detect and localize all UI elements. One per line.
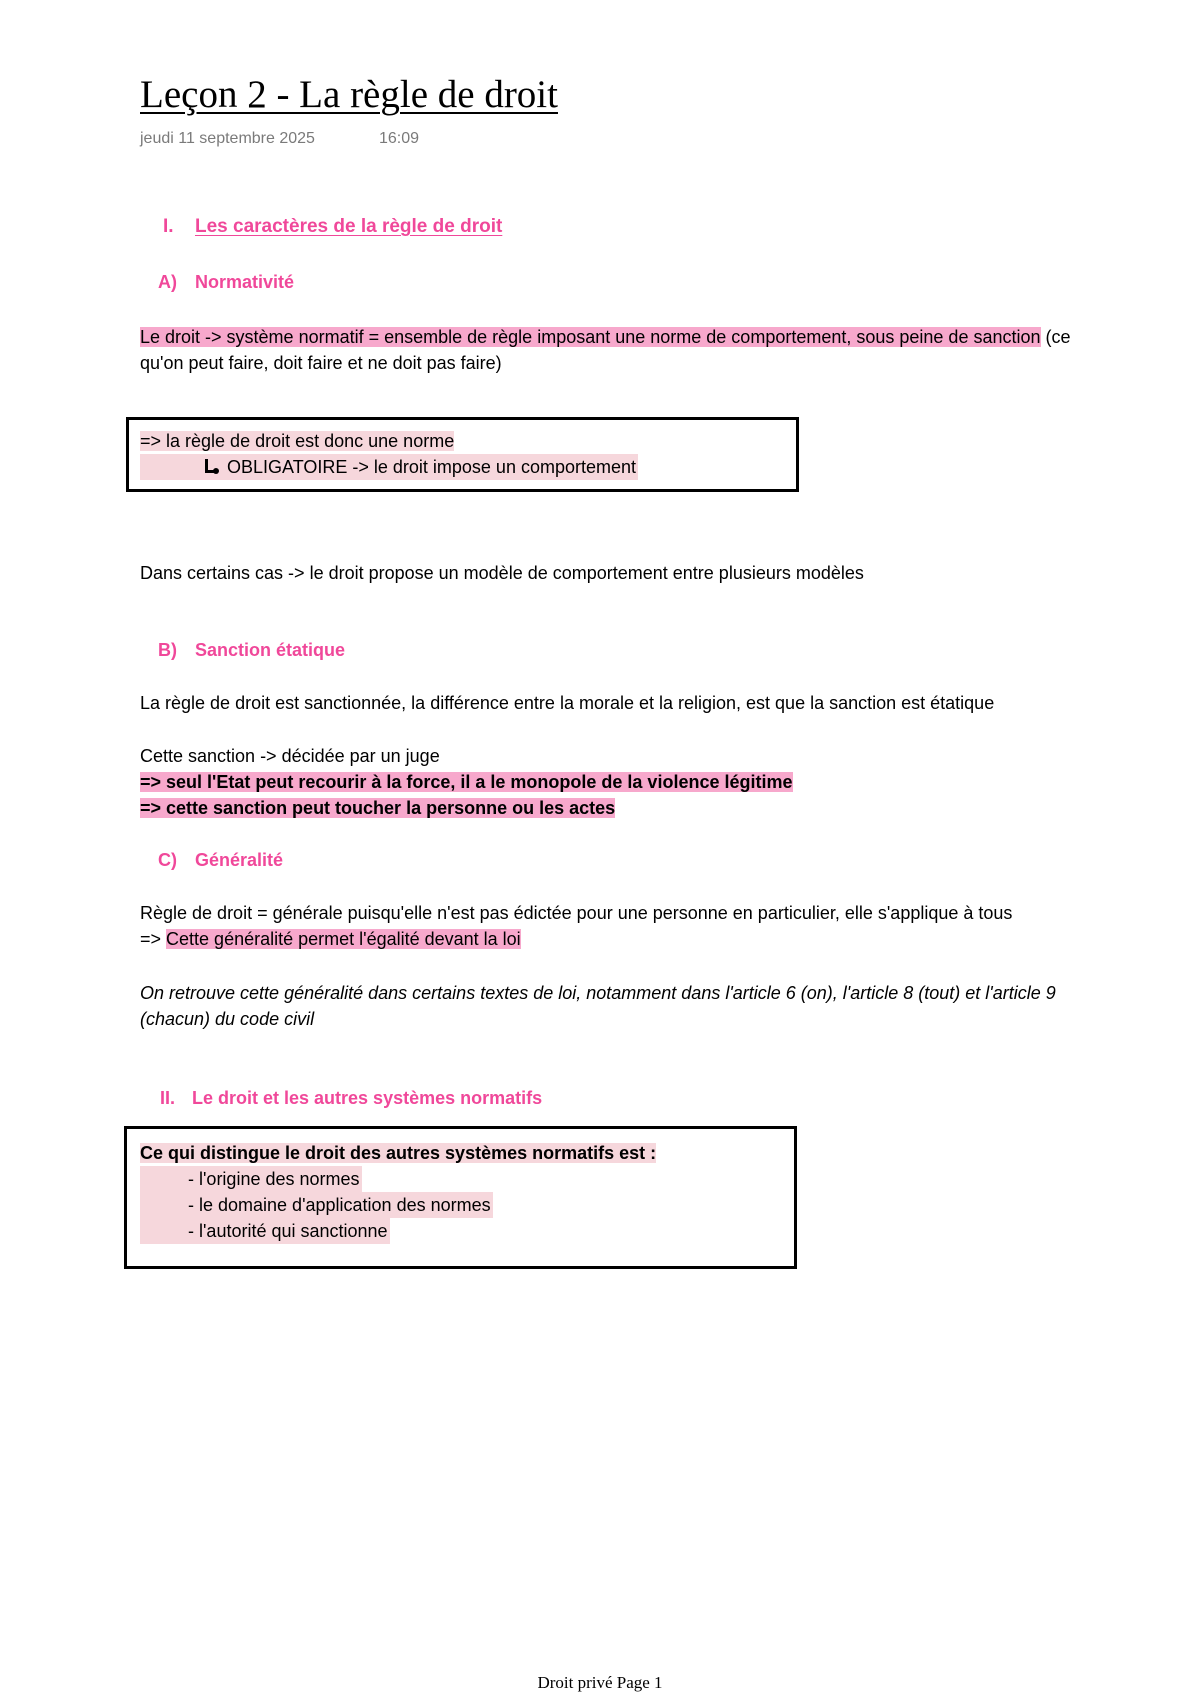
section-1-number: I. <box>163 216 174 237</box>
paragraph-b-line-3: => seul l'Etat peut recourir à la force, il a le monopole de la violence légitime <box>140 772 793 792</box>
subsection-a-number: A) <box>158 272 177 292</box>
box-distinguish <box>124 1126 797 1269</box>
paragraph-b-line-2: Cette sanction -> décidée par un juge <box>140 746 440 766</box>
paragraph-c-line-2: => Cette généralité permet l'égalité devant la loi <box>140 929 521 949</box>
page-title: Leçon 2 - La règle de droit <box>140 73 558 116</box>
section-1-title: Les caractères de la règle de droit <box>195 216 503 237</box>
paragraph-a-line-1 <box>140 324 1071 350</box>
section-1-heading <box>163 216 502 238</box>
highlight-equality: Cette généralité permet l'égalité devant la loi <box>166 929 521 949</box>
return-arrow-icon <box>203 459 217 475</box>
paragraph-b-line-4: => cette sanction peut toucher la personne ou les actes <box>140 798 616 818</box>
box-distinguish-intro: Ce qui distingue le droit des autres systèmes normatifs est : <box>140 1143 657 1163</box>
section-2-title: Le droit et les autres systèmes normatifs <box>192 1088 543 1108</box>
subsection-a-title: Normativité <box>195 272 295 292</box>
highlight-normative: Le droit -> système normatif = ensemble de règle imposant une norme de comportement, sous peine de sanction <box>140 327 1041 347</box>
subsection-c-number: C) <box>158 850 177 870</box>
section-2-number: II. <box>160 1088 176 1108</box>
paragraph-b-line-1: La règle de droit est sanctionnée, la différence entre la morale et la religion, est que la sanction est étatique <box>140 693 995 713</box>
subsection-b-number: B) <box>158 640 177 660</box>
subsection-b-heading <box>158 640 345 661</box>
paragraph-c-italic-1: On retrouve cette généralité dans certains textes de loi, notamment dans l'article 6 (on), l'article 8 (tout) et l'article 9 <box>140 983 1056 1003</box>
box-norm-line-2: OBLIGATOIRE -> le droit impose un comportement <box>140 454 638 480</box>
paragraph-a-after-box: Dans certains cas -> le droit propose un modèle de comportement entre plusieurs modèles <box>140 563 864 583</box>
section-2-heading <box>160 1088 542 1109</box>
page-time: 16:09 <box>379 130 420 147</box>
paragraph-c-line-1: Règle de droit = générale puisqu'elle n'est pas édictée pour une personne en particulier, elle s'applique à tous <box>140 903 1013 923</box>
paragraph-c-italic-2: (chacun) du code civil <box>140 1009 315 1029</box>
paragraph-a-line-1-rest: (ce <box>1040 327 1071 347</box>
list-item-autorite: - l'autorité qui sanctionne <box>140 1218 390 1244</box>
box-norm <box>126 417 799 492</box>
list-item-domaine: - le domaine d'application des normes <box>140 1192 493 1218</box>
subsection-a-heading <box>158 272 294 293</box>
page-date: jeudi 11 septembre 2025 <box>140 130 315 147</box>
subsection-c-heading <box>158 850 283 871</box>
list-item-origine: - l'origine des normes <box>140 1166 362 1192</box>
box-norm-line-1: => la règle de droit est donc une norme <box>140 431 455 451</box>
subsection-b-title: Sanction étatique <box>195 640 346 660</box>
subsection-c-title: Généralité <box>195 850 284 870</box>
paragraph-a-line-2: qu'on peut faire, doit faire et ne doit pas faire) <box>140 353 502 373</box>
page-footer: Droit privé Page 1 <box>537 1673 663 1692</box>
